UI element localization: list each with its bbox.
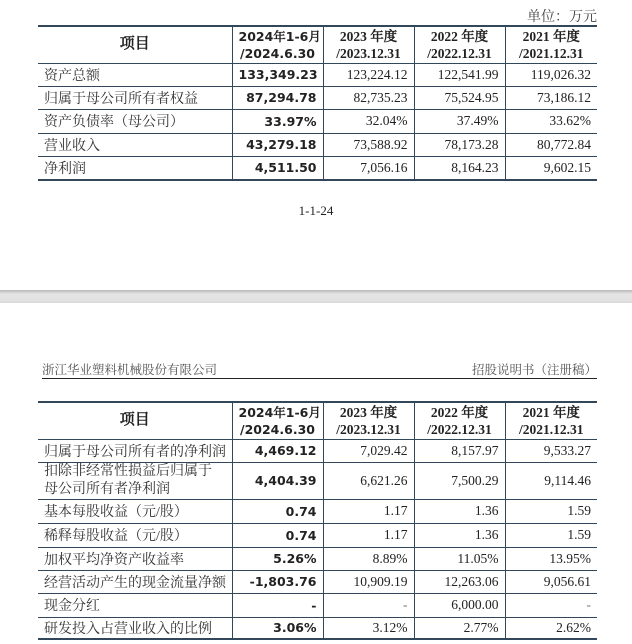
table-row (38, 156, 597, 180)
table-row (38, 86, 597, 109)
table-row (38, 547, 597, 570)
cell-value: 7,029.42 (323, 439, 414, 462)
page-header (42, 360, 597, 379)
cell-value: 133,349.23 (232, 63, 323, 86)
cell-value: 87,294.78 (232, 86, 323, 109)
row-label: 归属于母公司所有者权益 (38, 86, 232, 109)
cell-value: 1.36 (414, 523, 505, 547)
cell-value: 4,469.12 (232, 439, 323, 462)
table-row (38, 593, 597, 617)
row-label: 净利润 (38, 156, 232, 180)
cell-value: 13.95% (505, 547, 597, 570)
table-row (38, 570, 597, 593)
cell-value: 0.74 (232, 499, 323, 523)
table-row (38, 499, 597, 523)
table-row (38, 617, 597, 639)
cell-value: 5.26% (232, 547, 323, 570)
row-label: 加权平均净资产收益率 (38, 547, 232, 570)
cell-value: 9,533.27 (505, 439, 597, 462)
cell-value: 32.04% (323, 109, 414, 133)
cell-value: -1,803.76 (232, 570, 323, 593)
cell-value: 33.62% (505, 109, 597, 133)
cell-value: 7,500.29 (414, 462, 505, 499)
table-row (38, 109, 597, 133)
table-row (38, 133, 597, 156)
cell-value: 1.59 (505, 499, 597, 523)
cell-value: 9,056.61 (505, 570, 597, 593)
cell-value: 4,404.39 (232, 462, 323, 499)
table-row (38, 462, 597, 499)
cell-value: 2.62% (505, 617, 597, 639)
financial-summary-table (38, 25, 597, 181)
header-period: 2022 年度 /2022.12.31 (414, 402, 505, 439)
cell-value: 73,186.12 (505, 86, 597, 109)
unit-label: 单位：万元 (527, 10, 597, 25)
table-header-row (38, 26, 597, 63)
cell-value: 11.05% (414, 547, 505, 570)
cell-value: 6,000.00 (414, 593, 505, 617)
cell-value: 37.49% (414, 109, 505, 133)
page-number: 1-1-24 (298, 203, 334, 218)
header-period: 2023 年度 /2023.12.31 (323, 402, 414, 439)
row-label: 扣除非经常性损益后归属于母公司所有者净利润 (38, 462, 232, 499)
cell-value: 1.36 (414, 499, 505, 523)
document-title: 招股说明书（注册稿） (471, 363, 597, 377)
cell-value: 119,026.32 (505, 63, 597, 86)
row-label: 研发投入占营业收入的比例 (38, 617, 232, 639)
financial-indicators-table (38, 401, 597, 640)
cell-value: 73,588.92 (323, 133, 414, 156)
header-item: 项目 (38, 26, 232, 63)
cell-value: 123,224.12 (323, 63, 414, 86)
cell-value: 10,909.19 (323, 570, 414, 593)
cell-value: 8.89% (323, 547, 414, 570)
cell-value: 1.17 (323, 499, 414, 523)
cell-value: 33.97% (232, 109, 323, 133)
header-period: 2024年1-6月 /2024.6.30 (232, 26, 323, 63)
row-label: 基本每股收益（元/股） (38, 499, 232, 523)
cell-value: 80,772.84 (505, 133, 597, 156)
cell-value: 122,541.99 (414, 63, 505, 86)
cell-value: - (232, 593, 323, 617)
page-separator (0, 290, 632, 303)
row-label: 经营活动产生的现金流量净额 (38, 570, 232, 593)
cell-value: 4,511.50 (232, 156, 323, 180)
cell-value: 3.12% (323, 617, 414, 639)
cell-value: 1.17 (323, 523, 414, 547)
cell-value: 7,056.16 (323, 156, 414, 180)
row-label: 资产负债率（母公司） (38, 109, 232, 133)
header-period: 2022 年度 /2022.12.31 (414, 26, 505, 63)
cell-value: 0.74 (232, 523, 323, 547)
cell-value: 12,263.06 (414, 570, 505, 593)
table-row (38, 439, 597, 462)
cell-value: 43,279.18 (232, 133, 323, 156)
cell-value: - (505, 593, 597, 617)
cell-value: 1.59 (505, 523, 597, 547)
table-header-row (38, 402, 597, 439)
row-label: 资产总额 (38, 63, 232, 86)
header-item: 项目 (38, 402, 232, 439)
cell-value: 9,114.46 (505, 462, 597, 499)
cell-value: 8,157.97 (414, 439, 505, 462)
row-label: 营业收入 (38, 133, 232, 156)
row-label: 归属于母公司所有者的净利润 (38, 439, 232, 462)
header-period: 2021 年度 /2021.12.31 (505, 402, 597, 439)
table-row (38, 63, 597, 86)
cell-value: 75,524.95 (414, 86, 505, 109)
company-name: 浙江华业塑料机械股份有限公司 (42, 363, 218, 377)
cell-value: 2.77% (414, 617, 505, 639)
cell-value: 8,164.23 (414, 156, 505, 180)
cell-value: 3.06% (232, 617, 323, 639)
cell-value: 78,173.28 (414, 133, 505, 156)
row-label: 稀释每股收益（元/股） (38, 523, 232, 547)
row-label: 现金分红 (38, 593, 232, 617)
cell-value: 6,621.26 (323, 462, 414, 499)
header-period: 2021 年度 /2021.12.31 (505, 26, 597, 63)
cell-value: 9,602.15 (505, 156, 597, 180)
cell-value: - (323, 593, 414, 617)
table-row (38, 523, 597, 547)
cell-value: 82,735.23 (323, 86, 414, 109)
header-period: 2024年1-6月 /2024.6.30 (232, 402, 323, 439)
header-period: 2023 年度 /2023.12.31 (323, 26, 414, 63)
